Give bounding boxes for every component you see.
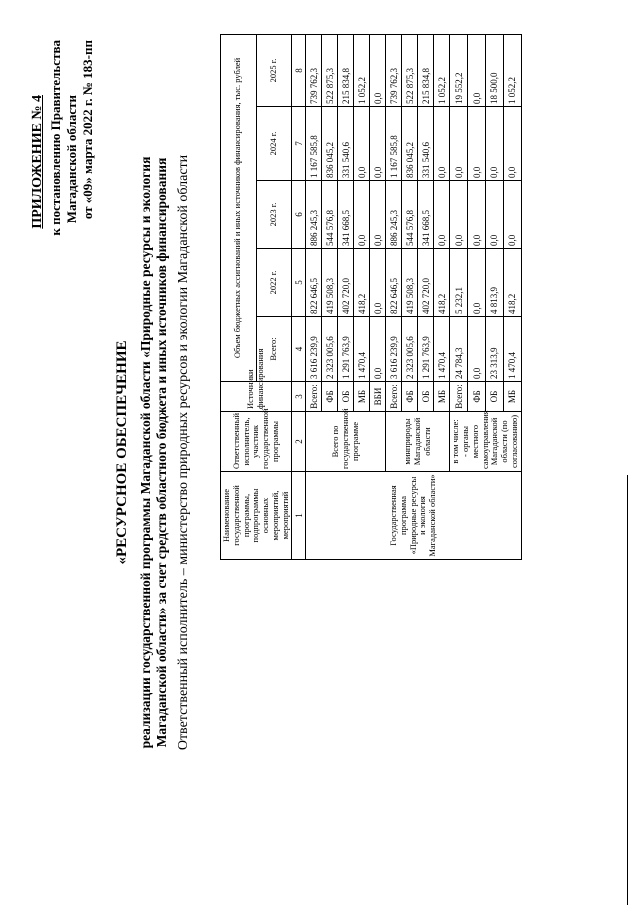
total-cell: 0,0 (468, 317, 486, 382)
source-cell: МБ (354, 382, 370, 412)
total-cell: 0,0 (370, 317, 386, 382)
year-2025-cell: 1 052,2 (354, 34, 370, 106)
executor-intro: в том числе: (450, 419, 461, 464)
source-cell: Всего: (386, 382, 402, 412)
source-cell: ФБ (322, 382, 338, 412)
year-2024-cell: 331 540,6 (338, 107, 354, 181)
year-2025-cell: 0,0 (468, 34, 486, 106)
header-total: Всего: (256, 317, 292, 382)
column-numbers-row (292, 34, 306, 559)
total-cell: 1 291 763,9 (338, 317, 354, 382)
source-cell: МБ (503, 382, 521, 412)
source-cell: ОБ (486, 382, 504, 412)
resource-table (220, 34, 522, 560)
column-number: 8 (292, 34, 306, 106)
source-cell: ВБИ (370, 382, 386, 412)
page-bottom-rule (627, 475, 628, 905)
appendix-region-line: Магаданской области (64, 95, 79, 224)
column-number: 6 (292, 181, 306, 249)
total-cell: 2 323 005,6 (322, 317, 338, 382)
year-2025-cell: 0,0 (370, 34, 386, 106)
total-cell: 3 616 239,9 (386, 317, 402, 382)
source-cell: ОБ (338, 382, 354, 412)
year-2025-cell: 522 875,3 (402, 34, 418, 106)
total-cell: 1 470,4 (503, 317, 521, 382)
header-2025: 2025 г. (256, 34, 292, 106)
year-2025-cell: 739 762,3 (306, 34, 322, 106)
year-2025-cell: 739 762,3 (386, 34, 402, 106)
column-number: 7 (292, 107, 306, 181)
year-2024-cell: 0,0 (450, 107, 468, 181)
year-2022-cell: 419 508,3 (402, 249, 418, 317)
source-cell: Всего: (306, 382, 322, 412)
year-2024-cell: 0,0 (503, 107, 521, 181)
year-2022-cell: 4 813,9 (486, 249, 504, 317)
total-cell: 2 323 005,6 (402, 317, 418, 382)
year-2024-cell: 0,0 (354, 107, 370, 181)
year-2025-cell: 19 552,2 (450, 34, 468, 106)
year-2022-cell: 418,2 (434, 249, 450, 317)
total-cell: 1 291 763,9 (418, 317, 434, 382)
year-2022-cell: 418,2 (503, 249, 521, 317)
document-title: «РЕСУРСНОЕ ОБЕСПЕЧЕНИЕ (114, 340, 130, 565)
year-2023-cell: 341 668,5 (418, 181, 434, 249)
appendix-resolution-line: к постановлению Правительства (48, 40, 63, 236)
column-number: 2 (292, 412, 306, 472)
executor-cell-municipal (450, 412, 521, 472)
year-2024-cell: 1 167 585,8 (386, 107, 402, 181)
year-2024-cell: 0,0 (468, 107, 486, 181)
document-subtitle-line2: Магаданской области» за счет средств областного бюджета и иных источников финансирования (154, 157, 169, 748)
year-2023-cell: 0,0 (450, 181, 468, 249)
year-2024-cell: 836 045,2 (322, 107, 338, 181)
year-2024-cell: 836 045,2 (402, 107, 418, 181)
source-cell: ФБ (468, 382, 486, 412)
header-executor: Ответственный исполнитель, участник государственной программы (221, 412, 292, 472)
year-2024-cell: 1 167 585,8 (306, 107, 322, 181)
year-2022-cell: 822 646,5 (306, 249, 322, 317)
year-2024-cell: 0,0 (370, 107, 386, 181)
header-name: Наименование государственной программы, подпрограммы основных мероприятий, мероприятий (221, 472, 292, 560)
total-cell: 24 784,3 (450, 317, 468, 382)
column-number: 3 (292, 382, 306, 412)
source-cell: ФБ (402, 382, 418, 412)
year-2023-cell: 341 668,5 (338, 181, 354, 249)
year-2024-cell: 331 540,6 (418, 107, 434, 181)
total-cell: 23 313,9 (486, 317, 504, 382)
column-number: 4 (292, 317, 306, 382)
year-2022-cell: 0,0 (468, 249, 486, 317)
year-2022-cell: 5 232,1 (450, 249, 468, 317)
column-number: 5 (292, 249, 306, 317)
year-2025-cell: 1 052,2 (434, 34, 450, 106)
program-name-cell: Государственная программа «Природные ресурсы и экология Магаданской области» (306, 472, 521, 560)
year-2022-cell: 419 508,3 (322, 249, 338, 317)
header-source: Источники финансирования (221, 382, 292, 412)
document-subtitle-line1: реализации государственной программы Магаданской области «Природные ресурсы и экология (138, 156, 153, 749)
header-2022: 2022 г. (256, 249, 292, 317)
year-2025-cell: 522 875,3 (322, 34, 338, 106)
year-2022-cell: 402 720,0 (338, 249, 354, 317)
year-2023-cell: 0,0 (354, 181, 370, 249)
table-body (306, 34, 521, 559)
appendix-title: ПРИЛОЖЕНИЕ № 4 (30, 95, 45, 229)
executor-municipal-label: - органы местного самоуправления Магаданской области (по согласованию) (460, 410, 519, 469)
table-row (306, 34, 322, 559)
year-2022-cell: 402 720,0 (418, 249, 434, 317)
header-2023: 2023 г. (256, 181, 292, 249)
year-2023-cell: 0,0 (486, 181, 504, 249)
header-2024: 2024 г. (256, 107, 292, 181)
executor-cell-ministry: минприроды Магаданской области (386, 412, 450, 472)
year-2024-cell: 0,0 (486, 107, 504, 181)
source-cell: Всего: (450, 382, 468, 412)
year-2023-cell: 0,0 (468, 181, 486, 249)
year-2023-cell: 0,0 (434, 181, 450, 249)
total-cell: 1 470,4 (434, 317, 450, 382)
year-2025-cell: 215 834,8 (418, 34, 434, 106)
year-2025-cell: 215 834,8 (338, 34, 354, 106)
year-2022-cell: 822 646,5 (386, 249, 402, 317)
year-2025-cell: 18 500,0 (486, 34, 504, 106)
year-2022-cell: 418,2 (354, 249, 370, 317)
header-volume: Объем бюджетных ассигнований и иных источников финансирования, тыс. рублей (221, 34, 257, 381)
column-number: 1 (292, 472, 306, 560)
executor-cell-total: Всего по государственной программе (306, 412, 386, 472)
year-2024-cell: 0,0 (434, 107, 450, 181)
year-2022-cell: 0,0 (370, 249, 386, 317)
year-2023-cell: 544 576,8 (322, 181, 338, 249)
source-cell: ОБ (418, 382, 434, 412)
year-2023-cell: 544 576,8 (402, 181, 418, 249)
year-2023-cell: 0,0 (503, 181, 521, 249)
year-2025-cell: 1 052,2 (503, 34, 521, 106)
appendix-date-line: от «09» марта 2022 г. № 183-пп (80, 40, 95, 220)
year-2023-cell: 886 245,3 (306, 181, 322, 249)
total-cell: 3 616 239,9 (306, 317, 322, 382)
total-cell: 1 470,4 (354, 317, 370, 382)
year-2023-cell: 0,0 (370, 181, 386, 249)
responsible-executor-line: Ответственный исполнитель – министерство природных ресурсов и экологии Магаданской области (176, 154, 191, 751)
year-2023-cell: 886 245,3 (386, 181, 402, 249)
source-cell: МБ (434, 382, 450, 412)
